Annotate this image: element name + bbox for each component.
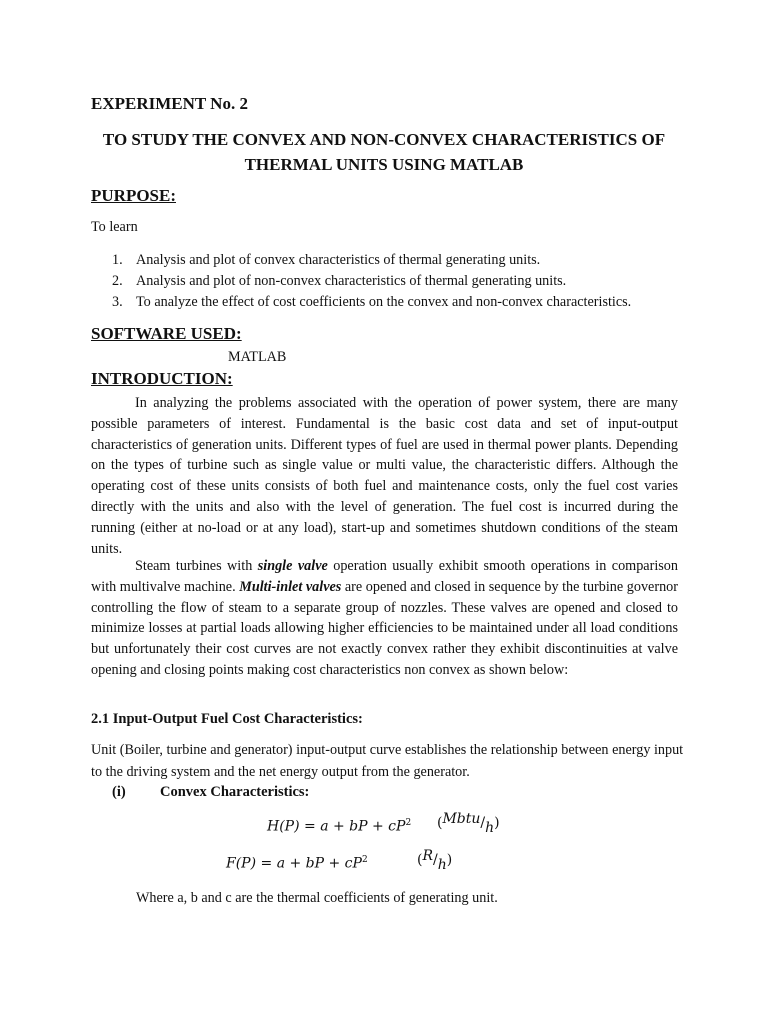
equation-fuel-cost-unit: (R/h) [417,848,453,873]
list-item-text: Analysis and plot of non-convex characteristics of thermal generating units. [136,273,567,289]
list-item-number: 1. [112,252,123,268]
introduction-heading: INTRODUCTION: [91,369,233,388]
equation-heat-rate-unit: (Mbtu/h) [437,811,500,836]
software-value: MATLAB [228,349,287,365]
software-heading: SOFTWARE USED: [91,324,242,343]
coefficients-note: Where a, b and c are the thermal coefficients of generating unit. [136,890,498,906]
list-item [112,292,631,313]
purpose-intro: To learn [91,219,138,235]
eq1-exponent: 2 [405,818,412,828]
list-item-text: Analysis and plot of convex characteristics of thermal generating units. [136,252,541,268]
subsection-number: (i) [112,784,126,800]
para2-text-e: are opened and closed in sequence by the turbine governor controlling the flow of steam to a separate group of nozzles. These valves are opened and closed to minimize losses at partial loads allowing higher efficiencies to be maintained under all load conditions but unfortunately their cost curves are not exactly convex rather they exhibit discontinuities at valve opening and closing points making cost characteristics non convex as shown below: [91,578,678,678]
eq2-unit-numerator: R [422,848,434,864]
eq2-unit-denominator: h [437,857,447,873]
equation-heat-rate [267,818,411,835]
eq1-lhs: H(P) [267,818,300,835]
experiment-title: EXPERIMENT No. 2 [91,94,248,113]
list-item-number: 2. [112,273,123,289]
subsection-label: Convex Characteristics: [160,784,310,800]
section-2-1-text: Unit (Boiler, turbine and generator) input-output curve establishes the relationship between energy input to the driving system and the net energy output from the generator. [91,742,684,780]
main-title: TO STUDY THE CONVEX AND NON-CONVEX CHARACTERISTICS OF THERMAL UNITS USING MATLAB [102,130,666,174]
para2-text-c: operation usually exhibit smooth operations in comparison with multivalve machine. [91,558,678,595]
introduction-paragraph-2 [91,556,678,681]
equation-fuel-cost [226,855,368,872]
eq1-rhs: = a + bP + cP [299,818,406,835]
purpose-list [112,250,631,313]
single-valve-emphasis: single valve [257,558,328,574]
list-item-text: To analyze the effect of cost coefficients on the convex and non-convex characteristics. [136,294,632,310]
eq1-unit-numerator: Mbtu [442,811,481,827]
para2-text-a: Steam turbines with [135,558,258,574]
list-item [112,250,631,271]
eq1-unit-denominator: h [485,820,495,836]
purpose-heading: PURPOSE: [91,186,176,205]
list-item-number: 3. [112,294,123,310]
section-2-1-heading: 2.1 Input-Output Fuel Cost Characteristics: [91,711,363,727]
eq2-exponent: 2 [361,855,368,865]
list-item [112,271,631,292]
eq2-lhs: F(P) [226,855,257,872]
introduction-paragraph-1: In analyzing the problems associated with the operation of power system, there are many possible parameters of interest. Fundamental is the basic cost data and set of input-output characteristics of generation units. Different types of fuel are used in thermal power plants. Depending on the types of turbine such as single value or multi value, the characteristic differs. Although the operating cost of these units consists of both fuel and maintenance costs, only the fuel cost varies directly with the units and also with the level of generation. The fuel cost is incurred during the running (either at no-load or at any load), start-up and sometimes shutdown conditions of the steam units. [91,395,678,557]
multi-inlet-valves-emphasis: Multi-inlet valves [239,578,342,595]
eq2-rhs: = a + bP + cP [256,855,362,872]
